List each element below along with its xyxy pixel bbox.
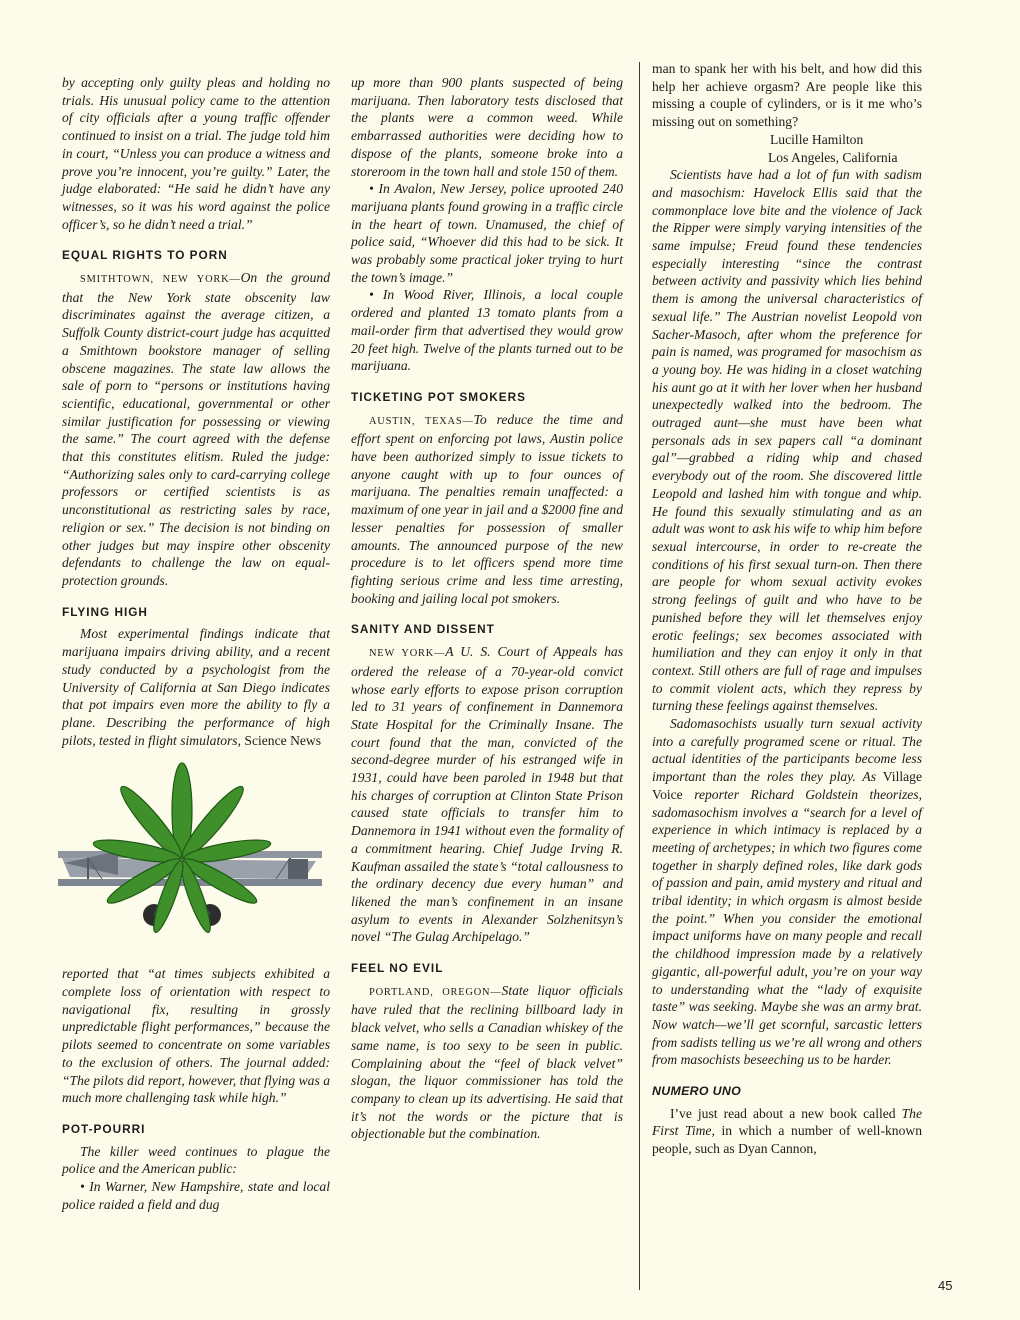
judge-story-ending: by accepting only guilty pleas and holding no trials. His unusual policy came to the attention of city officials after a young traffic offender continued to insist on a trial. The judge told him in court, “Unless you can produce a witness and prove you’re innocent, you’re guilty.” Later, the judge elaborated: “He said he didn’t have any witnesses, so it was his word against the police officer’s, so he didn’t need a trial.” xyxy=(62,75,330,232)
column-2 xyxy=(351,74,623,1143)
column-divider xyxy=(639,62,640,1290)
editor-reply-continued: Sadomasochists usually turn sexual activity into a carefully programed scene or ritual. The actual identities of the participants become less important than the roles they play. As Village Voice reporter Richard Goldstein theorizes, sadomasochism involves a “search for a level of experience in which intimacy is replaced by a meeting of archetypes; in which two figures come together in sharply defined roles, like dark gods of passion and pain, amid mystery and ritual and tribal identity; in which orgasm is almost beside the point.” When you consider the emotional impact uniforms have on many people and recall the childhood impression made by a relatively gigantic, all-powerful adult, you’re on your way to understanding what the “lady of exquisite taste” was seeking. Maybe she was an army brat. Now watch—we’ll get scornful, sarcastic letters from sadists telling us we’re all wrong and others from masochists beseeching us to be harder. xyxy=(652,716,922,1068)
potpourri-item-avalon: • In Avalon, New Jersey, police uprooted 240 marijuana plants found growing in a traffic circle in the heart of town. Unamused, the chief of police said, “Whoever did this had to be sick. It was probably some practical joker trying to hurt the town’s image.” xyxy=(351,181,623,285)
heading-ticketing: TICKETING POT SMOKERS xyxy=(351,389,527,404)
dateline: SMITHTOWN, NEW YORK— xyxy=(80,274,241,286)
heading-equal-rights: EQUAL RIGHTS TO PORN xyxy=(62,248,228,263)
letter-text: man to spank her with his belt, and how did this help her achieve orgasm? Are people like this missing a couple of cylinders, or is it me who’s missing out on something? xyxy=(652,61,922,130)
potpourri-intro: The killer weed continues to plague the police and the American public: xyxy=(62,1143,330,1177)
page-number: 45 xyxy=(938,1278,953,1293)
heading-numero-uno: NUMERO UNO xyxy=(652,1084,742,1099)
flying-article-continued: reported that “at times subjects exhibited a complete loss of orientation with respect to navigational fix, resulting in grossly unpredictable flight performances,” because the pilots seemed to concentrate on some variables to the exclusion of others. The journal added: “The pilots did report, however, that flying was a much more challenging task while high.” xyxy=(62,966,330,1106)
feel-no-evil-article: PORTLAND, OREGON—State liquor officials have ruled that the reclining billboard lady in black velvet, who sells a Canadian whiskey of the same name, is too sexy to be seen in public. Complaining about the “feel of black velvet” slogan, the liquor commissioner has told the company to clean up its advertising. He said that it’s not the words or the picture that is objectionable but the combination. xyxy=(351,982,623,1142)
reader-letter xyxy=(652,60,922,166)
warner-item-continued: up more than 900 plants suspected of being marijuana. Then laboratory tests disclosed that the plants were a common weed. While embarrassed authorities were deciding how to dispose of the plants, someone broke into a storeroom in the town hall and stole 150 of them. xyxy=(351,75,623,179)
marijuana-leaf-icon xyxy=(92,763,272,935)
book-title: The First Time, xyxy=(652,1105,922,1139)
dateline: PORTLAND, OREGON— xyxy=(369,986,502,998)
column-1 xyxy=(62,74,330,1213)
publication-name: Science News xyxy=(244,732,322,748)
heading-feel-no-evil: FEEL NO EVIL xyxy=(351,961,444,976)
marijuana-biplane-illustration xyxy=(58,755,326,955)
publication-name: Village Voice xyxy=(652,769,922,802)
dateline: NEW YORK— xyxy=(369,648,446,660)
heading-flying-high: FLYING HIGH xyxy=(62,604,148,619)
flying-article: Most experimental findings indicate that marijuana impairs driving ability, and a recent study conducted by a psychologist from the University of California at San Diego indicates that pot impairs even more the ability to fly a plane. Describing the performance of high pilots, tested in flight simulators, Science News xyxy=(62,626,330,748)
ticketing-article: AUSTIN, TEXAS—To reduce the time and effort spent on enforcing pot laws, Austin police have been authorized simply to issue tickets to anyone caught with up to four ounces of marijuana. The penalties remain unaffected: a maximum of one year in jail and a $2000 fine and lesser penalties for possession of smaller amounts. The announced purpose of the new procedure is to let officers spend more time fighting serious crime and less time arresting, booking and jailing local pot smokers. xyxy=(351,411,623,606)
potpourri-item-warner: • In Warner, New Hampshire, state and local police raided a field and dug xyxy=(62,1179,330,1212)
letter-signature-place: Los Angeles, California xyxy=(768,149,898,165)
editor-reply: Scientists have had a lot of fun with sadism and masochism: Havelock Ellis said that the commonplace love bite and the violence of Jack the Ripper were simply varying intensities of the same impulse; Freud found these tendencies especially interesting “since the contrast between activity and passivity which lies behind them is among the universal characteristics of sexual life.” The Austrian novelist Leopold von Sacher-Masoch, after whom the preference for pain is named, was programed for masochism as a young boy. He was hiding in a closet watching his aunt go at it with her lover when her husband unexpectedly walked into the bedroom. The outraged aunt—she must have been what personals ads in sex papers call “a dominant gal”—grabbed a riding whip and chased everybody out of the room. She discovered little Leopold and lashed him with tongue and whip. He found this sexually stimulating and as an adult was wont to ask his wife to whip him before sexual intercourse, in order to re-create the conditions of his first sexual turn-on. Then there are people for whom sexual activity evokes strong feelings of guilt and who have to be punished before they will let themselves enjoy erotic feelings; sex becomes associated with humiliation and they can enjoy it only in that context. Still others are full of rage and impulses to commit violent acts, which they repress by turning these feelings against themselves. xyxy=(652,167,922,714)
potpourri-item-wood-river: • In Wood River, Illinois, a local couple ordered and planted 13 tomato plants from a mail-order firm that advertised they would grow 20 feet high. Twelve of the plants turned out to be marijuana. xyxy=(351,287,623,374)
numero-uno-letter: I’ve just read about a new book called The First Time, in which a number of well-known people, such as Dyan Cannon, xyxy=(652,1105,922,1157)
porn-article: SMITHTOWN, NEW YORK—On the ground that the New York state obscenity law discriminates against the average citizen, a Suffolk County district-court judge has acquitted a Smithtown bookstore manager of selling obscene magazines. The state law allows the sale of porn to “persons or institutions having scientific, educational, governmental or other similar justification for possessing or viewing the same.” The court agreed with the defense that this constitutes elitism. Ruled the judge: “Authorizing sales only to card-carrying college professors or certified scientists is as unconstitutional as restricting sales by race, religion or sex.” The decision is not binding on other judges but may inspire other obscenity defendants to challenge the law on equal-protection grounds. xyxy=(62,270,330,588)
heading-sanity: SANITY AND DISSENT xyxy=(351,622,495,637)
sanity-article: NEW YORK—A U. S. Court of Appeals has ordered the release of a 70-year-old convict whose early efforts to expose prison corruption led to 31 years of confinement in Dannemora State Hospital for the Criminally Insane. The court found that the man, convicted of the second-degree murder of his estranged wife in 1931, could have been paroled in 1948 but that his charges of corruption at Clinton State Prison caused state officials to transfer him to Dannemora in 1941 without even the formality of a commitment hearing. Chief Judge Irving R. Kaufman assailed the state’s “total callousness to the ordinary decency due every human” and likened the man’s confinement in an insane asylum to events in Alexander Solzhenitsyn’s novel “The Gulag Archipelago.” xyxy=(351,644,624,945)
dateline: AUSTIN, TEXAS— xyxy=(369,415,474,427)
letter-signature-name: Lucille Hamilton xyxy=(770,131,864,147)
column-3 xyxy=(652,60,922,1158)
heading-pot-pourri: POT-POURRI xyxy=(62,1121,146,1136)
